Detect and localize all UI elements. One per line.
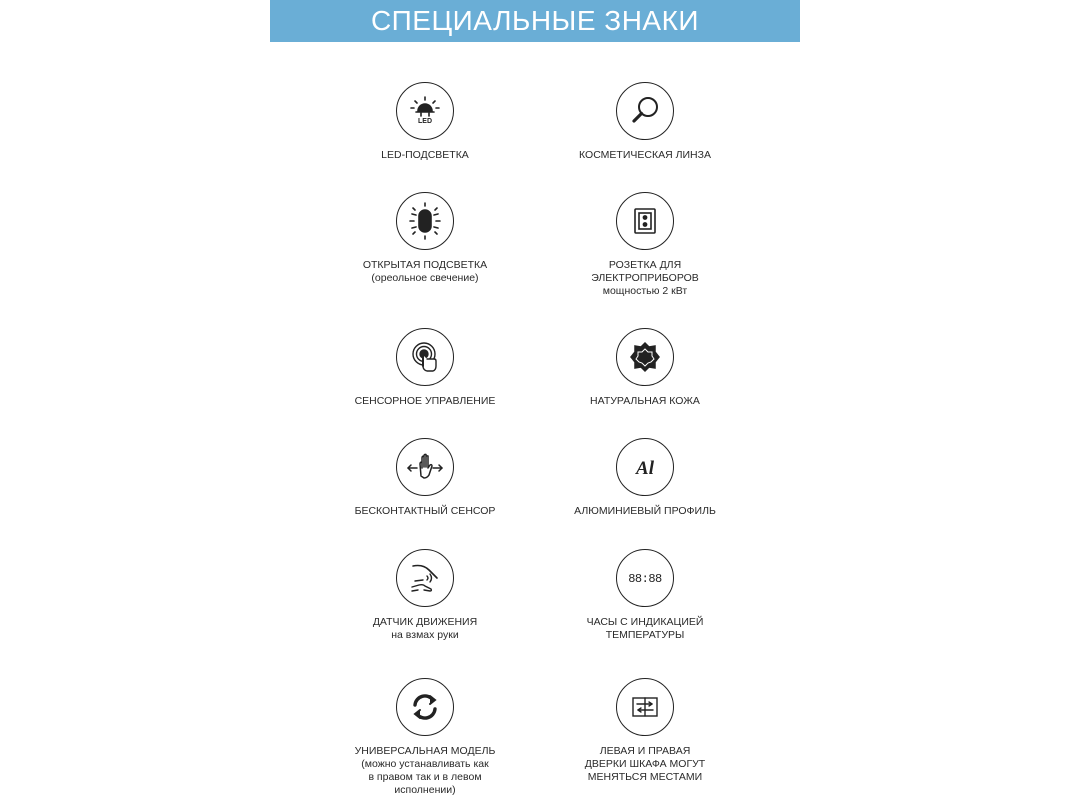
- clock-icon: [616, 549, 674, 607]
- feature-label: КОСМЕТИЧЕСКАЯ ЛИНЗА: [579, 149, 711, 161]
- swap-doors-icon: [616, 678, 674, 736]
- feature-label: ЛЕВАЯ И ПРАВАЯ ДВЕРКИ ШКАФА МОГУТ МЕНЯТЬСЯ МЕСТАМИ: [584, 745, 706, 783]
- feature-label: LED-ПОДСВЕТКА: [381, 149, 469, 161]
- feature-label: НАТУРАЛЬНАЯ КОЖА: [590, 395, 700, 407]
- feature-natural-leather: [535, 328, 755, 408]
- touch-icon: [396, 328, 454, 386]
- halo-light-icon: [396, 192, 454, 250]
- feature-label: ЧАСЫ С ИНДИКАЦИЕЙ ТЕМПЕРАТУРЫ: [586, 616, 704, 641]
- page-title: СПЕЦИАЛЬНЫЕ ЗНАКИ: [370, 5, 700, 36]
- svg-text:88:88: 88:88: [628, 572, 662, 586]
- feature-clock-temperature: [535, 549, 755, 642]
- feature-label: РОЗЕТКА ДЛЯ ЭЛЕКТРОПРИБОРОВ мощностью 2 кВт: [591, 259, 699, 297]
- motion-sensor-icon: [396, 549, 454, 607]
- leather-icon: [616, 328, 674, 386]
- feature-contactless-sensor: [315, 438, 535, 518]
- led-icon: [396, 82, 454, 140]
- reversible-icon: [396, 678, 454, 736]
- feature-label: УНИВЕРСАЛЬНАЯ МОДЕЛЬ (можно устанавливать как в правом так и в левом исполнении): [354, 745, 496, 796]
- svg-text:LED: LED: [418, 118, 432, 125]
- feature-label: СЕНСОРНОЕ УПРАВЛЕНИЕ: [354, 395, 496, 407]
- feature-touch-control: [315, 328, 535, 408]
- feature-label: ДАТЧИК ДВИЖЕНИЯ на взмах руки: [372, 616, 478, 641]
- title-banner: [270, 0, 800, 42]
- feature-label: АЛЮМИНИЕВЫЙ ПРОФИЛЬ: [574, 505, 716, 517]
- feature-label: ОТКРЫТАЯ ПОДСВЕТКА (ореольное свечение): [362, 259, 488, 284]
- feature-cosmetic-lens: [535, 82, 755, 162]
- feature-label: БЕСКОНТАКТНЫЙ СЕНСОР: [354, 505, 496, 517]
- contactless-sensor-icon: [396, 438, 454, 496]
- socket-icon: [616, 192, 674, 250]
- feature-socket: [535, 192, 755, 298]
- feature-universal-model: [315, 678, 535, 797]
- aluminium-icon: [616, 438, 674, 496]
- feature-motion-sensor: [315, 549, 535, 642]
- feature-aluminium-profile: [535, 438, 755, 518]
- magnifier-icon: [616, 82, 674, 140]
- svg-text:Al: Al: [636, 458, 654, 479]
- feature-halo-light: [315, 192, 535, 285]
- feature-led: [315, 82, 535, 162]
- feature-swap-doors: [535, 678, 755, 784]
- special-signs-sheet: [270, 0, 800, 800]
